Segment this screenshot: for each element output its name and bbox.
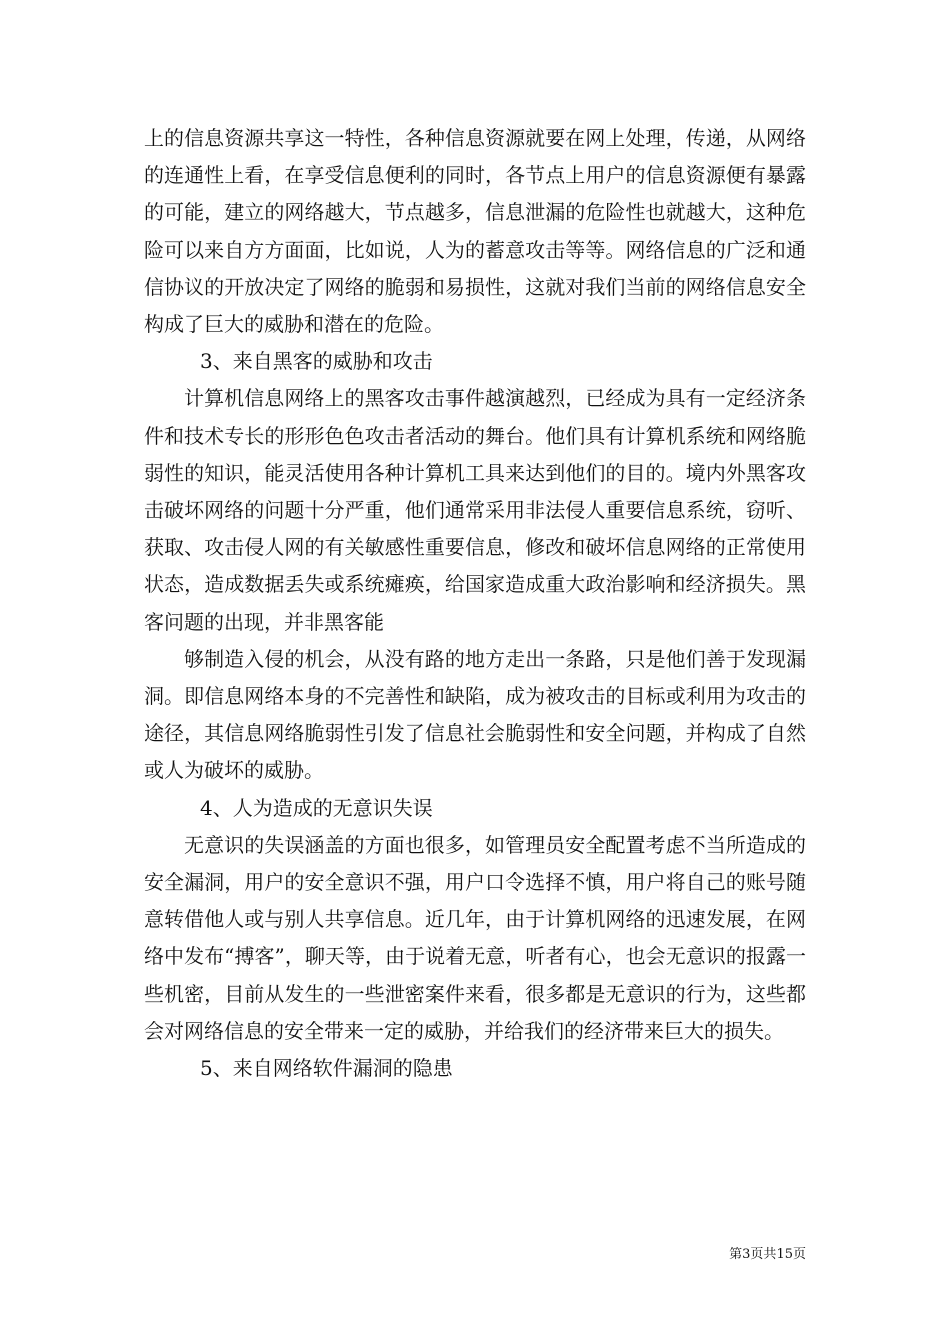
- section-heading-4: 4、人为造成的无意识失误: [200, 795, 433, 820]
- body-text: [144, 120, 806, 1087]
- paragraph-vulnerabilities: 够制造入侵的机会，从没有路的地方走出一条路，只是他们善于发现漏洞。即信息网络本身的不完善性和缺陷，成为被攻击的目标或利用为攻击的途径，其信息网络脆弱性引发了信息社会脆弱性和安全问题，并构成了自然或人为破坏的威胁。: [144, 646, 806, 783]
- footer-prefix: 第: [729, 1247, 743, 1262]
- footer-current-page: 3: [742, 1247, 751, 1262]
- section-heading-3: 3、来自黑客的威胁和攻击: [200, 349, 433, 374]
- footer-middle: 页共: [750, 1247, 777, 1262]
- footer-suffix: 页: [792, 1247, 806, 1262]
- paragraph-hacker-threats: 计算机信息网络上的黑客攻击事件越演越烈，已经成为具有一定经济条件和技术专长的形形色色攻击者活动的舞台。他们具有计算机系统和网络脆弱性的知识，能灵活使用各种计算机工具来达到他们的目的。境内外黑客攻击破坏网络的问题十分严重，他们通常采用非法侵人重要信息系统，窃听、获取、攻击侵人网的有关敏感性重要信息，修改和破坏信息网络的正常使用状态，造成数据丢失或系统瘫痪，给国家造成重大政治影响和经济损失。黑客问题的出现，并非黑客能: [144, 386, 806, 634]
- paragraph-continuation: 上的信息资源共享这一特性，各种信息资源就要在网上处理，传递，从网络的连通性上看，在享受信息便利的同时，各节点上用户的信息资源便有暴露的可能，建立的网络越大，节点越多，信息泄漏的危险性也就越大，这种危险可以来自方方面面，比如说，人为的蓄意攻击等等。网络信息的广泛和通信协议的开放决定了网络的脆弱和易损性，这就对我们当前的网络信息安全构成了巨大的威胁和潜在的危险。: [144, 126, 806, 337]
- page-number-footer: [660, 1246, 806, 1264]
- paragraph-unintentional-errors: 无意识的失误涵盖的方面也很多，如管理员安全配置考虑不当所造成的安全漏洞，用户的安全意识不强，用户口令选择不慎，用户将自己的账号随意转借他人或与别人共享信息。近几年，由于计算机网络的迅速发展，在网络中发布“搏客”，聊天等，由于说着无意，听者有心，也会无意识的报露一些机密，目前从发生的一些泄密案件来看，很多都是无意识的行为，这些都会对网络信息的安全带来一定的威胁，并给我们的经济带来巨大的损失。: [144, 832, 806, 1043]
- footer-total-pages: 15: [776, 1247, 793, 1262]
- section-heading-5: 5、来自网络软件漏洞的隐患: [200, 1056, 453, 1081]
